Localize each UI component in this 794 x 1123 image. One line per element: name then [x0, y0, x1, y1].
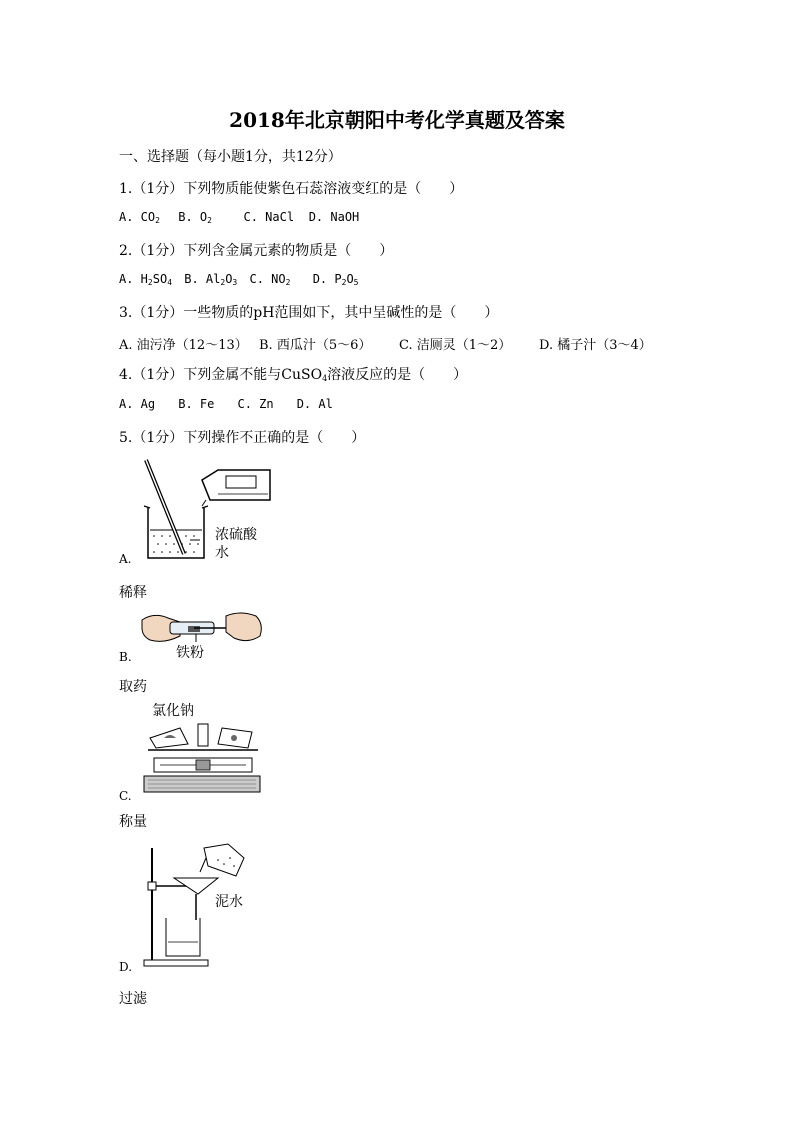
option-a-letter: A.	[119, 552, 132, 566]
option-b: B. $Al_2O_3$	[184, 272, 238, 287]
option-b: B. Fe	[178, 397, 215, 411]
question-3-stem: 3.（1分）一些物质的pH范围如下，其中呈碱性的是（ ）	[119, 305, 499, 321]
option-b-caption: 取药	[119, 679, 147, 695]
question-3-options	[119, 334, 652, 353]
option-c-letter: C.	[119, 789, 132, 803]
option-d: D. NaOH	[308, 210, 360, 224]
page-title: 2018年北京朝阳中考化学真题及答案	[229, 108, 565, 132]
question-2-stem: 2.（1分）下列含金属元素的物质是（ ）	[119, 243, 394, 259]
option-d-letter: D.	[119, 960, 133, 974]
option-b: B. 西瓜汁（5～6）	[259, 338, 372, 353]
label-sodium-chloride: 氯化钠	[152, 703, 194, 719]
option-c: C. 洁厕灵（1～2）	[399, 338, 512, 353]
label-concentrated-acid: 浓硫酸	[215, 527, 257, 543]
option-a: A. Ag	[119, 397, 156, 411]
option-c: C. NaCl	[243, 210, 295, 224]
balance-figure	[140, 718, 265, 800]
option-d-caption: 过滤	[119, 991, 147, 1007]
dilution-figure	[140, 458, 275, 563]
option-b-letter: B.	[119, 650, 132, 664]
option-a: A. $CO_2$	[119, 210, 160, 225]
option-b: B. $O_2$	[178, 210, 212, 225]
option-a: A. 油污净（12～13）	[119, 338, 248, 353]
option-d: D. $P_2O_5$	[312, 272, 359, 287]
option-c: C. $NO_2$	[249, 272, 291, 287]
label-muddy-water: 泥水	[215, 894, 243, 910]
section-heading: 一、选择题（每小题1分，共12分）	[119, 149, 342, 165]
label-water: 水	[215, 545, 229, 561]
question-2-options	[119, 272, 359, 287]
option-c-caption: 称量	[119, 814, 147, 830]
option-a: A. $H_2SO_4$	[119, 272, 173, 287]
question-4-options	[119, 397, 333, 411]
option-d: D. 橘子汁（3～4）	[539, 338, 652, 353]
question-1-stem: 1.（1分）下列物质能使紫色石蕊溶液变红的是（ ）	[119, 181, 464, 197]
option-c: C. Zn	[237, 397, 274, 411]
question-4-stem: 4.（1分）下列金属不能与CuSO$_4$溶液反应的是（ ）	[119, 367, 468, 383]
question-5-stem: 5.（1分）下列操作不正确的是（ ）	[119, 430, 366, 446]
option-a-caption: 稀释	[119, 585, 147, 601]
question-1-options	[119, 210, 359, 225]
label-iron-powder: 铁粉	[176, 645, 204, 661]
option-d: D. Al	[296, 397, 333, 411]
